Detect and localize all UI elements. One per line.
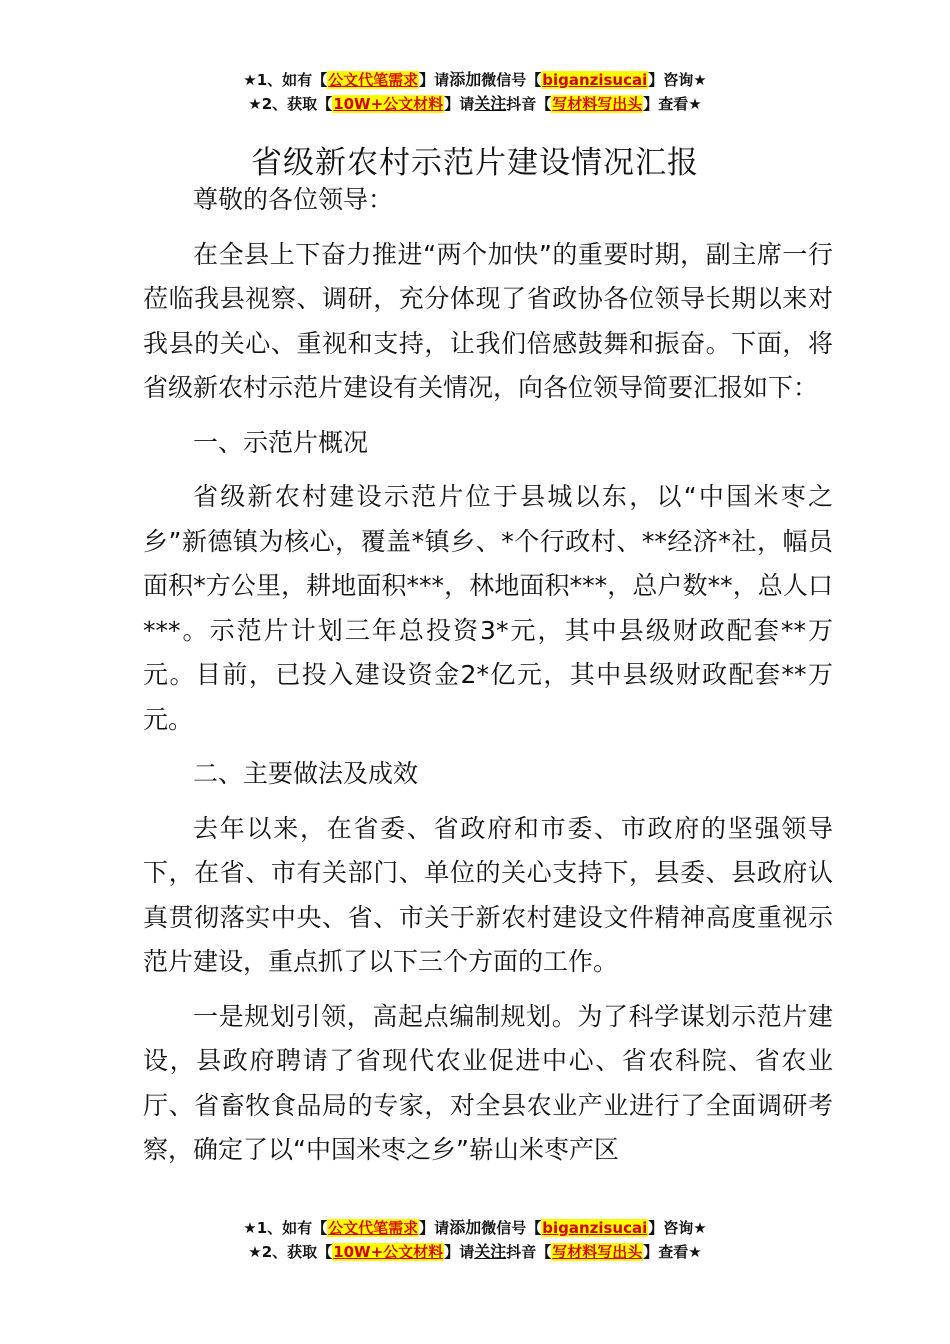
banner-text: 抖音【 xyxy=(506,95,552,113)
banner-text: 】请 xyxy=(419,71,450,89)
banner-line-2 xyxy=(0,1240,950,1264)
header-banner xyxy=(0,68,950,116)
section-heading-1: 一、示范片概况 xyxy=(193,427,369,457)
banner-text: 抖音【 xyxy=(506,1243,552,1261)
highlight-wechat-id: biganzisucai xyxy=(542,1219,648,1237)
banner-text: 】请 xyxy=(444,95,475,113)
banner-text: 微信号【 xyxy=(481,1219,542,1237)
banner-text: 】咨询★ xyxy=(648,1219,707,1237)
paragraph-overview: 省级新农村建设示范片位于县城以东，以“中国米枣之乡”新德镇为核心，覆盖*镇乡、*个行政村、**经济*社，幅员面积*方公里，耕地面积***，林地面积***，总户数**，总人口***。示范片计划三年总投资3*元，其中县级财政配套**万元。目前，已投入建设资金2*亿元，其中县级财政配套**万元。 xyxy=(143,482,833,734)
banner-text: 添加 xyxy=(449,1218,482,1237)
banner-text: ★2、获取【 xyxy=(248,95,333,113)
banner-line-1 xyxy=(0,1216,950,1240)
banner-text: 】查看★ xyxy=(643,1243,702,1261)
banner-text: ★1、如有【 xyxy=(243,1219,328,1237)
banner-text: 】咨询★ xyxy=(648,71,707,89)
banner-text: ★2、获取【 xyxy=(248,1243,333,1261)
highlight-douyin: 写材料写出头 xyxy=(552,1243,643,1261)
footer-banner xyxy=(0,1216,950,1264)
highlight-douyin: 写材料写出头 xyxy=(552,95,643,113)
banner-line-1 xyxy=(0,68,950,92)
salutation: 尊敬的各位领导： xyxy=(193,185,394,214)
highlight-ghostwriting: 公文代笔需求 xyxy=(328,1219,419,1237)
document-title: 省级新农村示范片建设情况汇报 xyxy=(251,144,699,181)
highlight-materials: 10W+公文材料 xyxy=(333,95,444,113)
banner-line-2 xyxy=(0,92,950,116)
highlight-ghostwriting: 公文代笔需求 xyxy=(328,71,419,89)
banner-text: 】请 xyxy=(419,1219,450,1237)
document-body xyxy=(143,178,833,1183)
banner-text: ★1、如有【 xyxy=(243,71,328,89)
banner-text: 】请 xyxy=(444,1243,475,1261)
highlight-materials: 10W+公文材料 xyxy=(333,1243,444,1261)
section-heading-2: 二、主要做法及成效 xyxy=(193,759,419,788)
paragraph-planning: 一是规划引领，高起点编制规划。为了科学谋划示范片建设，县政府聘请了省现代农业促进中心、省农科院、省农业厅、省畜牧食品局的专家，对全县农业产业进行了全面调研考察，确定了以“中国米枣之乡”崭山米枣产区 xyxy=(143,1001,833,1164)
banner-text: 】查看★ xyxy=(643,95,702,113)
banner-text: 添加 xyxy=(449,70,482,89)
paragraph-intro: 在全县上下奋力推进“两个加快”的重要时期，副主席一行莅临我县视察、调研，充分体现了省政协各位领导长期以来对我县的关心、重视和支持，让我们倍感鼓舞和振奋。下面，将省级新农村示范片建设有关情况，向各位领导简要汇报如下： xyxy=(143,239,833,402)
banner-text: 关注 xyxy=(474,1242,507,1261)
banner-text: 微信号【 xyxy=(481,71,542,89)
highlight-wechat-id: biganzisucai xyxy=(542,71,648,89)
banner-text: 关注 xyxy=(474,94,507,113)
paragraph-measures: 去年以来，在省委、省政府和市委、市政府的坚强领导下，在省、市有关部门、单位的关心支持下，县委、县政府认真贯彻落实中央、省、市关于新农村建设文件精神高度重视示范片建设，重点抓了以下三个方面的工作。 xyxy=(143,813,833,976)
